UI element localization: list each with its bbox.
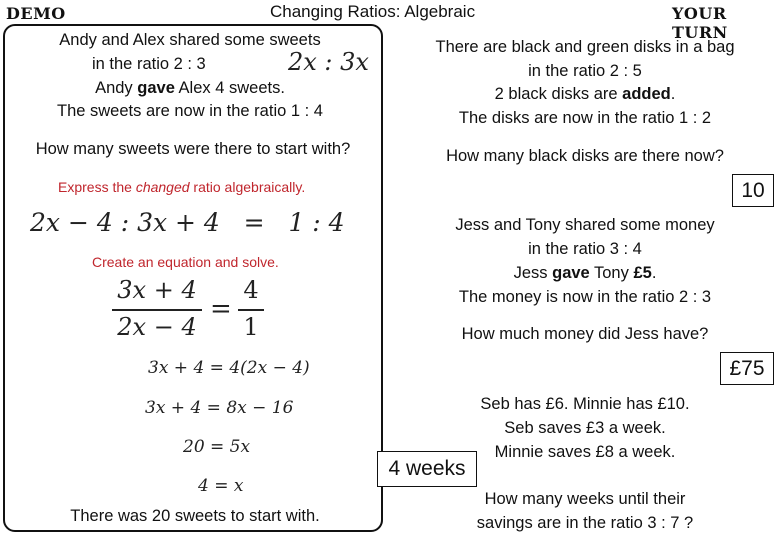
fraction-left-denominator: 2x − 4 — [117, 313, 197, 341]
q2-answer-box: £75 — [720, 352, 774, 385]
q3-question-line-1: How many weeks until their — [484, 490, 686, 508]
demo-line-4: The sweets are now in the ratio 1 : 4 — [57, 102, 323, 120]
your-turn-label: YOUR TURN — [672, 4, 728, 42]
q2-line-2: in the ratio 3 : 4 — [528, 240, 642, 258]
q2-line-1: Jess and Tony shared some money — [455, 216, 715, 234]
q3-line-1: Seb has £6. Minnie has £10. — [480, 395, 690, 413]
q1-answer-box: 10 — [732, 174, 774, 207]
demo-question: How many sweets were there to start with? — [35, 140, 351, 158]
q1-line-4: The disks are now in the ratio 1 : 2 — [458, 109, 712, 127]
solution-step-2: 3x + 4 = 8x − 16 — [145, 398, 294, 418]
solution-step-1: 3x + 4 = 4(2x − 4) — [148, 358, 310, 378]
fraction-left-numerator: 3x + 4 — [117, 276, 197, 304]
q3-line-3: Minnie saves £8 a week. — [494, 443, 676, 461]
q2-line-3: Jess gave Tony £5. — [513, 264, 657, 282]
fraction-right-denominator: 1 — [243, 313, 259, 341]
demo-algebraic-ratio: 2x : 3x — [288, 48, 369, 76]
solution-step-3: 20 = 5x — [183, 437, 251, 457]
q2-question: How much money did Jess have? — [461, 325, 709, 343]
solution-step-4: 4 = x — [198, 476, 244, 496]
q1-line-3: 2 black disks are added. — [494, 85, 676, 103]
fraction-right-bar — [238, 309, 264, 311]
q3-answer-box: 4 weeks — [377, 451, 477, 487]
step1-expression: 2x − 4 : 3x + 4 = 1 : 4 — [30, 208, 345, 237]
demo-conclusion: There was 20 sweets to start with. — [70, 507, 320, 525]
q3-question-line-2: savings are in the ratio 3 : 7 ? — [476, 514, 694, 532]
step1-label: Express the changed ratio algebraically. — [58, 179, 306, 195]
demo-line-3: Andy gave Alex 4 sweets. — [95, 79, 285, 97]
fraction-right-numerator: 4 — [243, 276, 259, 304]
page-title: Changing Ratios: Algebraic — [270, 2, 476, 21]
demo-line-1: Andy and Alex shared some sweets — [59, 31, 321, 49]
q1-line-1: There are black and green disks in a bag — [435, 38, 735, 56]
fraction-left-bar — [112, 309, 202, 311]
fraction-equals: = — [210, 294, 232, 324]
q1-question: How many black disks are there now? — [446, 147, 724, 165]
step2-label: Create an equation and solve. — [92, 254, 279, 270]
demo-line-2: in the ratio 2 : 3 — [92, 55, 206, 73]
q2-line-4: The money is now in the ratio 2 : 3 — [458, 288, 712, 306]
demo-label: DEMO — [6, 4, 66, 23]
q3-line-2: Seb saves £3 a week. — [504, 419, 666, 437]
q1-line-2: in the ratio 2 : 5 — [528, 62, 642, 80]
